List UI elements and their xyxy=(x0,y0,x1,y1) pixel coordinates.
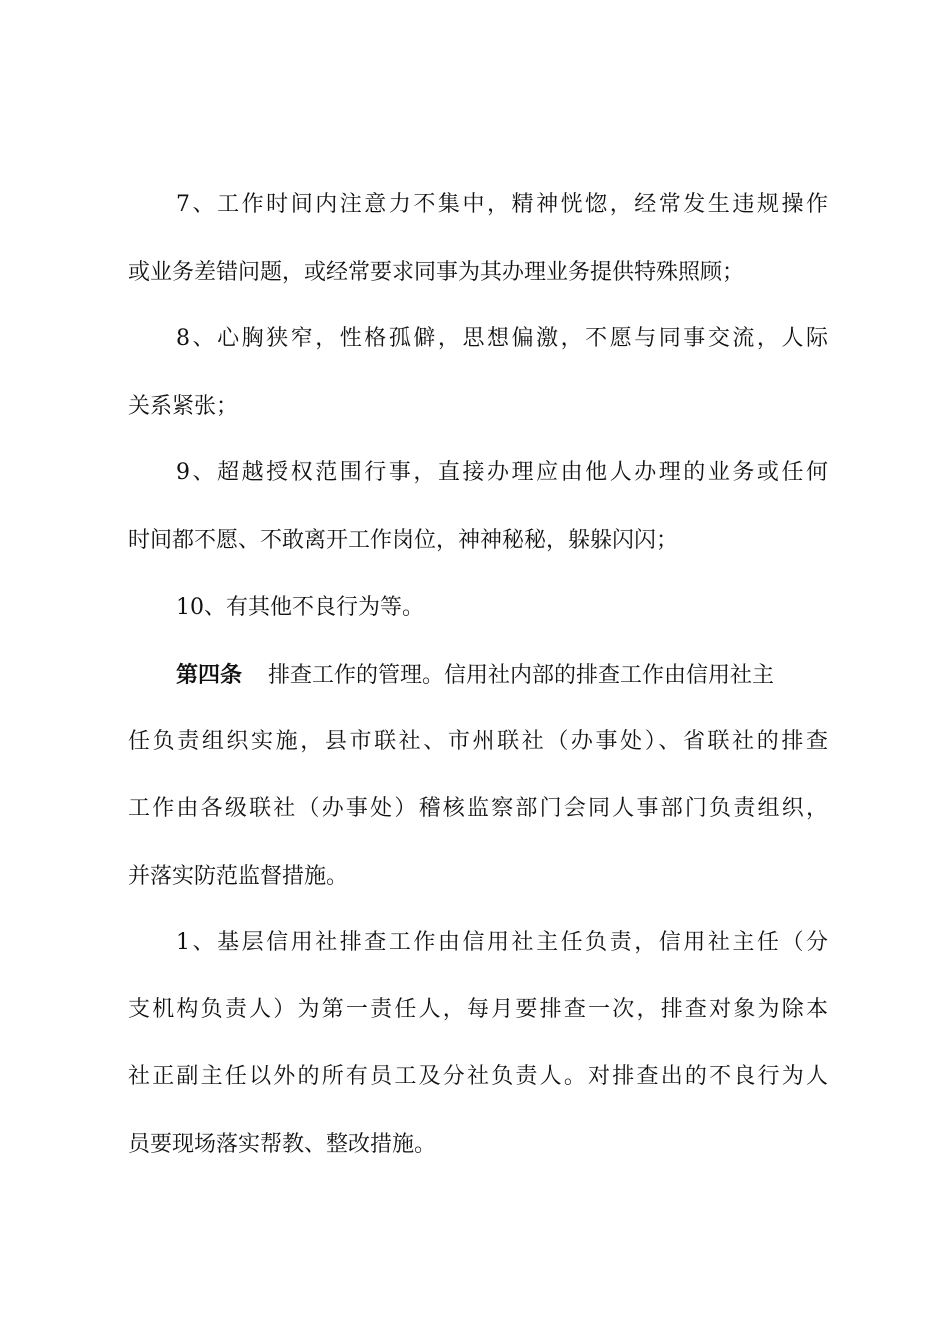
article-four-first-line-text: 排查工作的管理。信用社内部的排查工作由信用社主 xyxy=(268,663,775,688)
article-four-line-4: 并落实防范监督措施。 xyxy=(128,864,349,889)
item-9-line-1: 9、超越授权范围行事，直接办理应由他人办理的业务或任何 xyxy=(176,460,828,485)
item-10-line-1: 10、有其他不良行为等。 xyxy=(176,595,424,620)
item-8-line-2: 关系紧张； xyxy=(128,394,239,419)
item-7-line-1: 7、工作时间内注意力不集中，精神恍惚，经常发生违规操作 xyxy=(176,192,828,217)
item-7-line-2: 或业务差错问题，或经常要求同事为其办理业务提供特殊照顾； xyxy=(128,260,745,285)
article-four-line-3: 工作由各级联社（办事处）稽核监察部门会同人事部门负责组织， xyxy=(128,796,828,821)
item-9-line-2: 时间都不愿、不敢离开工作岗位，神神秘秘，躲躲闪闪； xyxy=(128,528,679,553)
item-1-line-4: 员要现场落实帮教、整改措施。 xyxy=(128,1132,437,1157)
article-four-line-2: 任负责组织实施，县市联社、市州联社（办事处）、省联社的排查 xyxy=(128,729,828,754)
article-four-heading: 第四条 xyxy=(176,662,243,688)
item-1-line-3: 社正副主任以外的所有员工及分社负责人。对排查出的不良行为人 xyxy=(128,1064,828,1089)
item-1-line-1: 1、基层信用社排查工作由信用社主任负责，信用社主任（分 xyxy=(176,930,828,955)
article-four-line-1 xyxy=(176,660,828,691)
item-8-line-1: 8、心胸狭窄，性格孤僻，思想偏激，不愿与同事交流，人际 xyxy=(176,326,828,351)
item-1-line-2: 支机构负责人）为第一责任人，每月要排查一次，排查对象为除本 xyxy=(128,997,828,1022)
